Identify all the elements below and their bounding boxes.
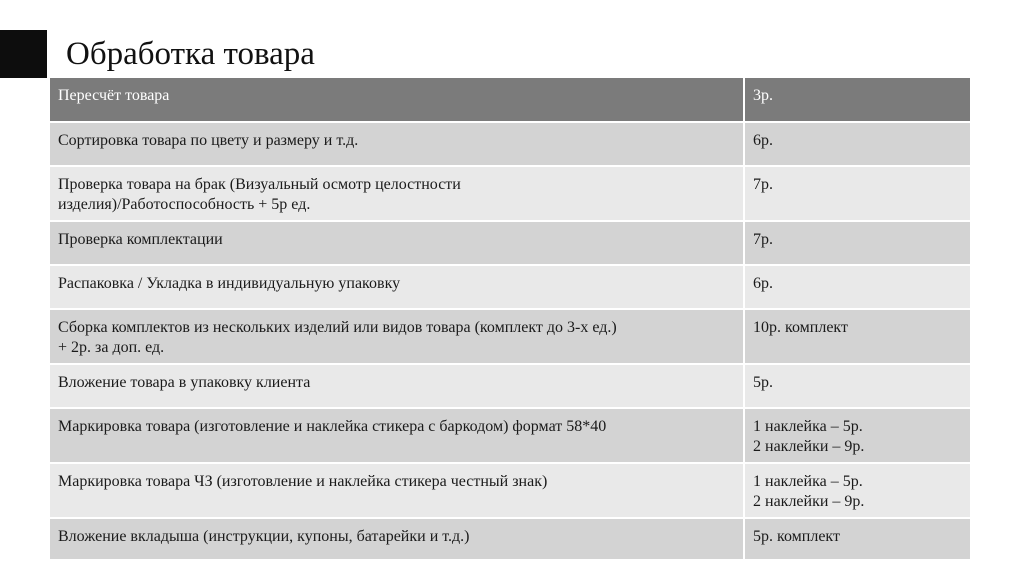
price-cell: 6р. — [744, 122, 970, 166]
table-row — [50, 463, 970, 518]
price-cell: 1 наклейка – 5р. 2 наклейки – 9р. — [744, 408, 970, 463]
price-cell: 3р. — [744, 78, 970, 122]
service-cell: Вложение вкладыша (инструкции, купоны, батарейки и т.д.) — [50, 518, 744, 560]
price-table — [50, 78, 970, 561]
service-cell: Вложение товара в упаковку клиента — [50, 364, 744, 408]
price-cell: 6р. — [744, 265, 970, 309]
price-cell: 1 наклейка – 5р. 2 наклейки – 9р. — [744, 463, 970, 518]
table-row — [50, 122, 970, 166]
price-cell: 7р. — [744, 221, 970, 265]
service-cell: Проверка комплектации — [50, 221, 744, 265]
table-header-row — [50, 78, 970, 122]
table-row — [50, 309, 970, 364]
service-cell: Маркировка товара ЧЗ (изготовление и наклейка стикера честный знак) — [50, 463, 744, 518]
table-row — [50, 166, 970, 221]
table-row — [50, 221, 970, 265]
price-cell: 10р. комплект — [744, 309, 970, 364]
service-cell: Сборка комплектов из нескольких изделий или видов товара (комплект до 3-х ед.) + 2р. за доп. ед. — [50, 309, 744, 364]
price-cell: 7р. — [744, 166, 970, 221]
service-cell: Сортировка товара по цвету и размеру и т.д. — [50, 122, 744, 166]
service-cell: Распаковка / Укладка в индивидуальную упаковку — [50, 265, 744, 309]
service-cell: Пересчёт товара — [50, 78, 744, 122]
page-title: Обработка товара — [66, 36, 315, 72]
price-cell: 5р. — [744, 364, 970, 408]
table-row — [50, 408, 970, 463]
table-row — [50, 265, 970, 309]
service-cell: Проверка товара на брак (Визуальный осмотр целостности изделия)/Работоспособность + 5р ед. — [50, 166, 744, 221]
price-cell: 5р. комплект — [744, 518, 970, 560]
table-row — [50, 364, 970, 408]
service-cell: Маркировка товара (изготовление и наклейка стикера с баркодом) формат 58*40 — [50, 408, 744, 463]
title-accent-block — [0, 30, 47, 78]
table-row — [50, 518, 970, 560]
